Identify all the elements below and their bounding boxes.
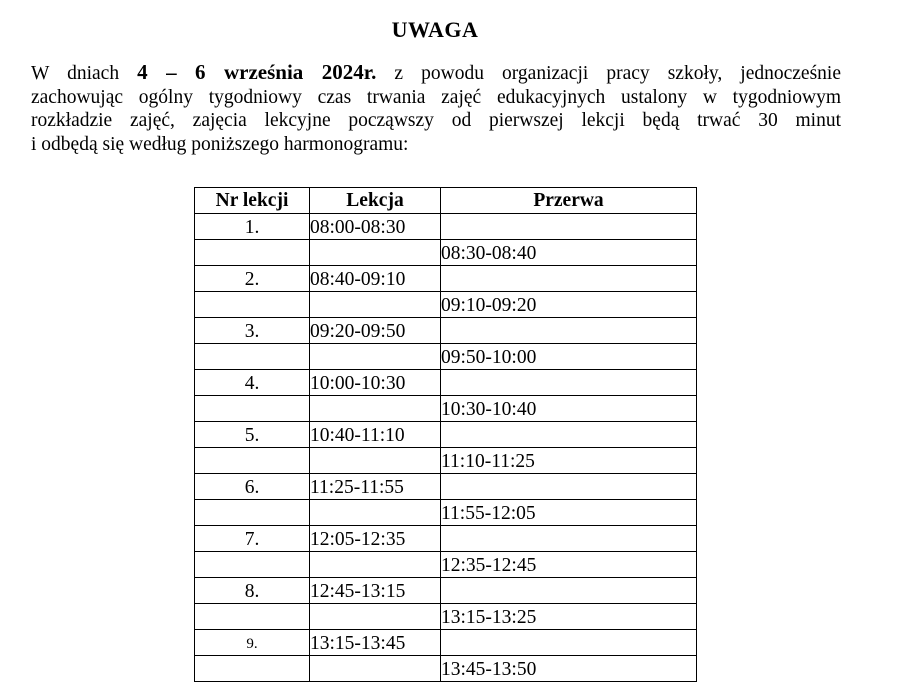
lesson-row: [195, 318, 697, 344]
break-time: 11:10-11:25: [441, 448, 697, 474]
lesson-time: 08:40-09:10: [310, 266, 441, 292]
break-cell-empty: [441, 422, 697, 448]
break-cell-empty: [441, 630, 697, 656]
lesson-cell-empty: [310, 344, 441, 370]
break-cell-empty: [441, 370, 697, 396]
lesson-number: 4.: [195, 370, 310, 396]
lesson-row: [195, 578, 697, 604]
lesson-number: 8.: [195, 578, 310, 604]
table-header-row: [195, 188, 697, 214]
break-row: [195, 656, 697, 682]
paragraph-line-1-start: W dniach: [31, 63, 138, 84]
break-cell-empty: [441, 318, 697, 344]
lesson-row: [195, 422, 697, 448]
paragraph-line-4: i odbędą się według poniższego harmonogramu:: [31, 133, 409, 155]
lesson-cell-empty: [310, 552, 441, 578]
lesson-number: 6.: [195, 474, 310, 500]
break-row: [195, 604, 697, 630]
break-time: 09:50-10:00: [441, 344, 697, 370]
break-time: 13:45-13:50: [441, 656, 697, 682]
paragraph-line-2: zachowując ogólny tygodniowy czas trwania zajęć edukacyjnych ustalony w tygodniowym: [31, 86, 841, 108]
break-time: 08:30-08:40: [441, 240, 697, 266]
number-cell-empty: [195, 500, 310, 526]
notice-title: UWAGA: [391, 17, 479, 42]
paragraph-line-3: rozkładzie zajęć, zajęcia lekcyjne począwszy od pierwszej lekcji będą trwać 30 minut: [31, 110, 841, 131]
lesson-row: [195, 630, 697, 656]
lesson-time: 10:40-11:10: [310, 422, 441, 448]
lesson-row: [195, 214, 697, 240]
schedule-body: [195, 214, 697, 682]
break-row: [195, 448, 697, 474]
lesson-cell-empty: [310, 500, 441, 526]
break-time: 12:35-12:45: [441, 552, 697, 578]
lesson-cell-empty: [310, 656, 441, 682]
number-cell-empty: [195, 344, 310, 370]
lesson-number: 2.: [195, 266, 310, 292]
number-cell-empty: [195, 604, 310, 630]
break-cell-empty: [441, 214, 697, 240]
header-przerwa: Przerwa: [441, 188, 697, 214]
lesson-cell-empty: [310, 240, 441, 266]
break-row: [195, 292, 697, 318]
number-cell-empty: [195, 240, 310, 266]
break-row: [195, 344, 697, 370]
break-cell-empty: [441, 474, 697, 500]
header-nr-lekcji: Nr lekcji: [195, 188, 310, 214]
lesson-time: 10:00-10:30: [310, 370, 441, 396]
break-time: 09:10-09:20: [441, 292, 697, 318]
lesson-time: 08:00-08:30: [310, 214, 441, 240]
lesson-cell-empty: [310, 604, 441, 630]
break-row: [195, 396, 697, 422]
lesson-time: 09:20-09:50: [310, 318, 441, 344]
lesson-cell-empty: [310, 396, 441, 422]
break-time: 10:30-10:40: [441, 396, 697, 422]
lesson-row: [195, 474, 697, 500]
schedule-table: [194, 187, 697, 682]
lesson-number: 3.: [195, 318, 310, 344]
number-cell-empty: [195, 448, 310, 474]
lesson-number: 5.: [195, 422, 310, 448]
header-lekcja: Lekcja: [310, 188, 441, 214]
lesson-row: [195, 526, 697, 552]
lesson-number: 1.: [195, 214, 310, 240]
break-row: [195, 240, 697, 266]
date-range: 4 – 6 września 2024r.: [137, 60, 377, 84]
lesson-row: [195, 266, 697, 292]
paragraph-line-1-end: z powodu organizacji pracy szkoły, jednocześnie: [376, 63, 841, 84]
lesson-time: 12:05-12:35: [310, 526, 441, 552]
lesson-cell-empty: [310, 292, 441, 318]
lesson-number: 9.: [195, 630, 310, 656]
number-cell-empty: [195, 292, 310, 318]
paragraph-line-1: [31, 61, 841, 86]
lesson-number: 7.: [195, 526, 310, 552]
break-time: 13:15-13:25: [441, 604, 697, 630]
lesson-time: 13:15-13:45: [310, 630, 441, 656]
break-time: 11:55-12:05: [441, 500, 697, 526]
number-cell-empty: [195, 552, 310, 578]
lesson-cell-empty: [310, 448, 441, 474]
break-cell-empty: [441, 578, 697, 604]
lesson-time: 11:25-11:55: [310, 474, 441, 500]
lesson-row: [195, 370, 697, 396]
break-row: [195, 552, 697, 578]
break-cell-empty: [441, 266, 697, 292]
lesson-time: 12:45-13:15: [310, 578, 441, 604]
number-cell-empty: [195, 656, 310, 682]
break-row: [195, 500, 697, 526]
notice-paragraph: [31, 61, 841, 156]
number-cell-empty: [195, 396, 310, 422]
break-cell-empty: [441, 526, 697, 552]
